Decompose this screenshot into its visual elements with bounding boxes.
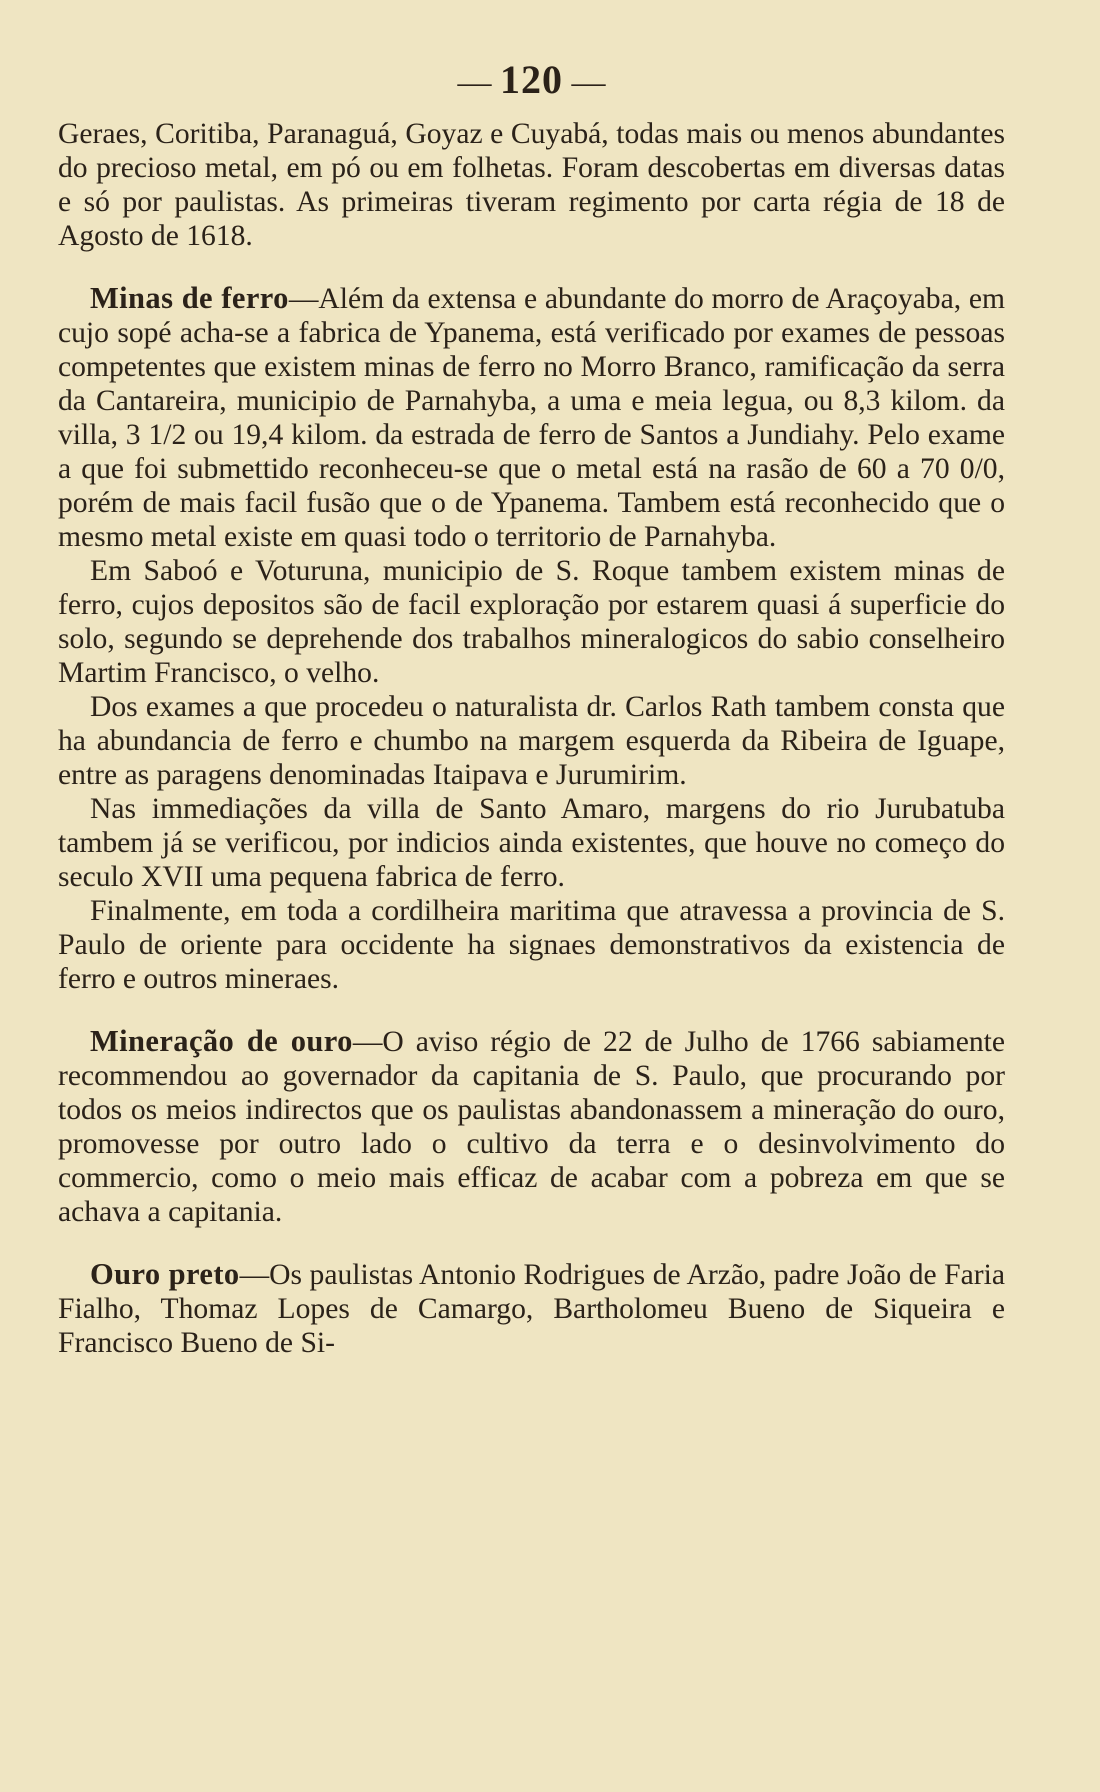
paragraph-text: —Os paulistas Antonio Rodrigues de Arzão, padre João de Faria Fialho, Thomaz Lopes de Camargo, Bartholomeu Bueno de Siqueira e Francisco Bueno de Si-	[58, 1259, 1005, 1359]
intro-paragraph: Geraes, Coritiba, Paranaguá, Goyaz e Cuyabá, todas mais ou menos abundantes do precioso metal, em pó ou em folhetas. Foram descobertas em diversas datas e só por paulistas. As primeiras tiveram regimento por carta régia de 18 de Agosto de 1618.	[58, 118, 1005, 252]
page-number: 120	[500, 57, 563, 102]
paragraph-text: —Além da extensa e abundante do morro de Araçoyaba, em cujo sopé acha-se a fabrica de Ypanema, está verificado por exames de pessoas competentes que existem minas de ferro no Morro Branco, ramificação da serra da Cantareira, municipio de Parnahyba, a uma e meia legua, ou 8,3 kilom. da villa, 3 1/2 ou 19,4 kilom. da estrada de ferro de Santos a Jundiahy. Pelo exame a que foi submettido reconheceu-se que o metal está na rasão de 60 a 70 0/0, porém de mais facil fusão que o de Ypanema. Tambem está reconhecido que o mesmo metal existe em quasi todo o territorio de Parnahyba.	[58, 283, 1005, 553]
section-heading: Ouro preto	[90, 1257, 240, 1291]
paragraph-text: —O aviso régio de 22 de Julho de 1766 sabiamente recommendou ao governador da capitania de S. Paulo, que procurando por todos os meios indirectos que os paulistas abandonassem a mineração do ouro, promovesse por outro lado o cultivo da terra e o desinvolvimento do commercio, como o meio mais efficaz de acabar com a pobreza em que se achava a capitania.	[58, 1026, 1005, 1228]
mineracao-ouro-paragraph	[58, 1024, 1005, 1229]
section-heading: Mineração de ouro	[90, 1024, 353, 1058]
dash-right: —	[571, 64, 606, 101]
section-heading: Minas de ferro	[90, 281, 289, 315]
minas-ferro-paragraph-2: Em Saboó e Voturuna, municipio de S. Roque tambem existem minas de ferro, cujos depositos são de facil exploração por estarem quasi á superficie do solo, segundo se deprehende dos trabalhos mineralogicos do sabio conselheiro Martim Francisco, o velho.	[58, 555, 1005, 689]
page-number-header	[58, 57, 1005, 103]
minas-ferro-paragraph-3: Dos exames a que procedeu o naturalista dr. Carlos Rath tambem consta que ha abundancia de ferro e chumbo na margem esquerda da Ribeira de Iguape, entre as paragens denominadas Itaipava e Jurumirim.	[58, 691, 1005, 791]
section-mineracao-de-ouro	[58, 1024, 1005, 1229]
minas-ferro-paragraph-4: Nas immediações da villa de Santo Amaro, margens do rio Jurubatuba tambem já se verificou, por indicios ainda existentes, que houve no começo do seculo XVII uma pequena fabrica de ferro.	[58, 793, 1005, 893]
minas-ferro-paragraph-1	[58, 281, 1005, 554]
ouro-preto-paragraph	[58, 1257, 1005, 1360]
minas-ferro-paragraph-5: Finalmente, em toda a cordilheira maritima que atravessa a provincia de S. Paulo de oriente para occidente ha signaes demonstrativos da existencia de ferro e outros mineraes.	[58, 895, 1005, 995]
section-ouro-preto	[58, 1257, 1005, 1360]
dash-left: —	[457, 64, 492, 101]
section-minas-de-ferro	[58, 281, 1005, 996]
